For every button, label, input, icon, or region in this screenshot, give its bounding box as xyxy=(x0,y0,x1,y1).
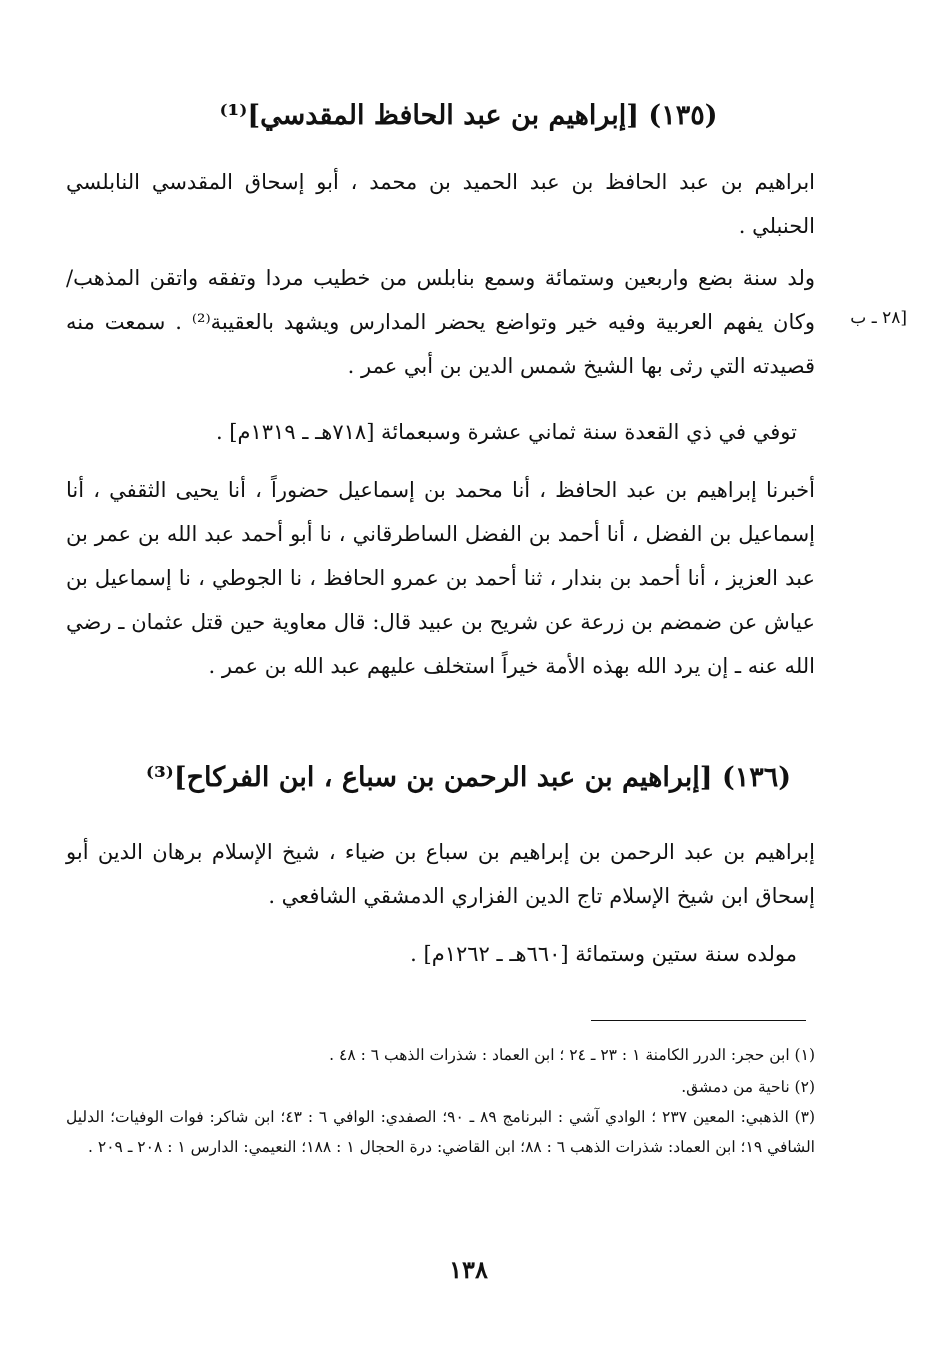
entry-135-paragraph-2: ولد سنة بضع واربعين وستمائة وسمع بنابلس من خطيب مردا وتفقه واتقن المذهب/ وكان يفهم العربية وفيه خير وتواضع يحضر المدارس ويشهد بالعقيبة⁽²⁾ . سمعت منه قصيدته التي رثى بها الشيخ شمس الدين بن أبي عمر . xyxy=(66,266,815,378)
footnote-separator xyxy=(591,1020,806,1021)
page-number: ١٣٨ xyxy=(449,1255,488,1284)
footnote-3: (٣) الذهبي: المعين ٢٣٧ ؛ الوادي آشي : البرنامج ٨٩ ـ ٩٠؛ الصفدي: الوافي ٦ : ٤٣؛ ابن شاكر: فوات الوفيات؛ الدليل الشافي ١٩؛ ابن العماد: شذرات الذهب ٦ : ٨٨؛ ابن القاضي: درة الحجال ١ : ١٨٨؛ النعيمي: الدارس ١ : ٢٠٨ ـ ٢٠٩ . xyxy=(66,1108,816,1156)
footnote-2: (٢) ناحية من دمشق. xyxy=(681,1078,815,1096)
entry-136-paragraph-1: إبراهيم بن عبد الرحمن بن إبراهيم بن سباع بن ضياء ، شيخ الإسلام برهان الدين أبو إسحاق ابن شيخ الإسلام تاج الدين الفزاري الدمشقي الشافعي . xyxy=(66,840,815,908)
footnote-1: (١) ابن حجر: الدرر الكامنة ١ : ٢٣ ـ ٢٤ ؛ ابن العماد : شذرات الذهب ٦ : ٤٨ . xyxy=(329,1046,815,1064)
entry-136-heading: (١٣٦) [إبراهيم بن عبد الرحمن بن سباع ، ابن الفركاح]⁽³⁾ xyxy=(145,762,792,793)
entry-136-birth-date: مولده سنة ستين وستمائة [٦٦٠هـ ـ ١٢٦٢م] . xyxy=(410,942,797,966)
entry-135-paragraph-1: ابراهيم بن عبد الحافظ بن عبد الحميد بن محمد ، أبو إسحاق المقدسي النابلسي الحنبلي . xyxy=(66,170,815,238)
manuscript-folio-note: [٢٨ ـ ب xyxy=(850,308,907,328)
entry-135-hadith-chain: أخبرنا إبراهيم بن عبد الحافظ ، أنا محمد بن إسماعيل حضوراً ، أنا يحيى الثقفي ، أنا إسماعيل بن الفضل ، أنا أحمد بن الفضل الساطرقاني ، نا أبو أحمد عبد الله بن عمر بن عبد العزيز ، أنا أحمد بن بندار ، ثنا أحمد بن عمرو الحافظ ، نا الجوطي ، نا إسماعيل بن عياش عن ضمضم بن زرعة عن شريح بن عبيد قال: قال معاوية حين قتل عثمان ـ رضي الله عنه ـ إن يرد الله بهذه الأمة خيراً استخلف عليهم عبد الله بن عمر . xyxy=(66,478,815,678)
entry-135-heading: (١٣٥) [إبراهيم بن عبد الحافظ المقدسي]⁽¹⁾ xyxy=(219,100,718,131)
entry-135-death-date: توفي في ذي القعدة سنة ثماني عشرة وسبعمائة [٧١٨هـ ـ ١٣١٩م] . xyxy=(215,420,797,444)
